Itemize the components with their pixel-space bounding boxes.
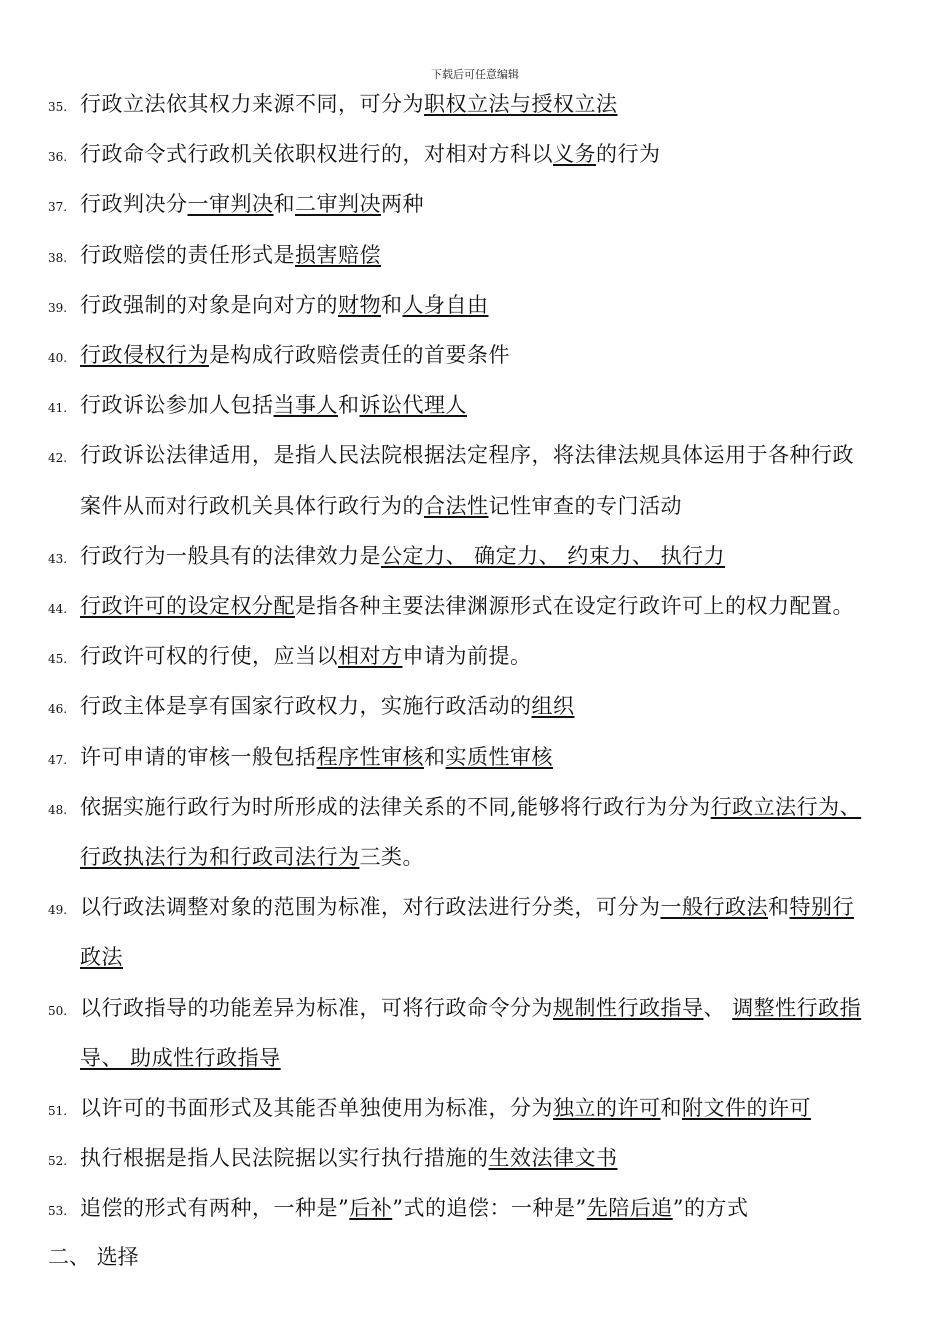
item-text: ”式的追偿：一种是” bbox=[392, 1196, 587, 1221]
item-text: 行政诉讼参加人包括 bbox=[80, 393, 274, 418]
answer-text: 导、 助成性行政指导 bbox=[80, 1045, 281, 1070]
answer-text: 行政执法行为和行政司法行为 bbox=[80, 845, 360, 869]
answer-text: 财物 bbox=[338, 292, 381, 317]
answer-text: 行政侵权行为 bbox=[80, 343, 209, 367]
answer-text: 合法性 bbox=[424, 493, 489, 518]
item-text: 和 bbox=[381, 292, 403, 317]
item-number: 41. bbox=[48, 401, 68, 416]
item-number: 46. bbox=[48, 702, 68, 717]
list-item bbox=[48, 341, 510, 372]
item-number: 42. bbox=[48, 451, 68, 466]
item-text: 行政主体是享有国家行政权力，实施行政活动的 bbox=[80, 694, 532, 719]
answer-text: 组织 bbox=[531, 694, 575, 719]
answer-text: 人身自由 bbox=[402, 292, 489, 317]
item-text: 行政判决分 bbox=[80, 192, 188, 217]
item-text: 案件从而对行政机关具体行政行为的 bbox=[80, 493, 424, 518]
list-item bbox=[48, 90, 618, 121]
list-item bbox=[48, 441, 854, 472]
item-text: 两种 bbox=[381, 192, 424, 217]
list-item-continuation bbox=[80, 843, 424, 871]
list-item-continuation bbox=[80, 1044, 281, 1072]
list-item bbox=[48, 893, 854, 924]
answer-text: 政法 bbox=[80, 945, 123, 970]
list-item-continuation bbox=[80, 492, 682, 520]
item-number: 37. bbox=[48, 200, 68, 215]
answer-text: 二审判决 bbox=[295, 192, 381, 217]
answer-text: 职权立法与授权立法 bbox=[424, 92, 618, 116]
list-item bbox=[48, 190, 424, 221]
item-number: 45. bbox=[48, 652, 68, 667]
item-number: 51. bbox=[48, 1104, 68, 1118]
list-item bbox=[48, 1144, 618, 1175]
item-text: 依据实施行政行为时所形成的法律关系的不同,能够将行政行为分为 bbox=[80, 794, 711, 819]
item-number: 49. bbox=[48, 903, 68, 918]
list-item bbox=[48, 692, 575, 723]
item-number: 53. bbox=[48, 1204, 68, 1219]
item-text: 许可申请的审核一般包括 bbox=[80, 744, 317, 769]
answer-text: 规制性行政指导 bbox=[553, 995, 704, 1020]
list-item bbox=[48, 291, 489, 322]
item-number: 40. bbox=[48, 351, 68, 365]
item-text: 的行为 bbox=[596, 142, 661, 167]
item-text: 以行政指导的功能差异为标准，可将行政命令分为 bbox=[80, 995, 553, 1020]
item-text: 和 bbox=[338, 393, 360, 418]
item-text: 行政行为一般具有的法律效力是 bbox=[80, 543, 381, 568]
list-item bbox=[48, 1194, 748, 1225]
item-text: 行政命令式行政机关依职权进行的，对相对方科以 bbox=[80, 142, 553, 167]
answer-text: 实质性审核 bbox=[445, 744, 553, 769]
item-number: 44. bbox=[48, 602, 68, 616]
item-number: 48. bbox=[48, 802, 68, 817]
item-text: 三类。 bbox=[359, 845, 424, 869]
item-text: 以行政法调整对象的范围为标准，对行政法进行分类，可分为 bbox=[80, 895, 661, 920]
item-number: 35. bbox=[48, 100, 68, 114]
answer-text: 相对方 bbox=[338, 644, 403, 669]
answer-text: 公定力、 确定力、 约束力、 执行力 bbox=[381, 543, 726, 568]
list-item bbox=[48, 592, 854, 623]
list-item bbox=[48, 994, 861, 1025]
answer-text: 一审判决 bbox=[187, 192, 274, 217]
answer-text: 附文件的许可 bbox=[682, 1096, 811, 1120]
item-text: 是指各种主要法律渊源形式在设定行政许可上的权力配置。 bbox=[295, 594, 854, 618]
item-text: 以许可的书面形式及其能否单独使用为标准，分为 bbox=[80, 1096, 553, 1120]
item-number: 47. bbox=[48, 752, 68, 767]
item-number: 39. bbox=[48, 300, 68, 315]
section-heading: 二、 选择 bbox=[48, 1245, 139, 1269]
list-item bbox=[48, 793, 861, 824]
item-text: 是构成行政赔偿责任的首要条件 bbox=[209, 343, 510, 367]
item-number: 52. bbox=[48, 1154, 68, 1169]
item-text: 追偿的形式有两种，一种是” bbox=[80, 1196, 350, 1221]
answer-text: 程序性审核 bbox=[316, 744, 424, 769]
item-text: ”的方式 bbox=[672, 1196, 749, 1221]
item-text: 和 bbox=[273, 192, 295, 217]
item-number: 38. bbox=[48, 250, 68, 265]
list-item bbox=[48, 140, 661, 171]
page-header: 下载后可任意编辑 bbox=[431, 68, 519, 81]
answer-text: 特别行 bbox=[789, 895, 854, 920]
answer-text: 当事人 bbox=[273, 393, 338, 418]
list-item-continuation bbox=[80, 943, 123, 971]
item-text: 行政许可权的行使，应当以 bbox=[80, 644, 338, 669]
item-text: 申请为前提。 bbox=[402, 644, 532, 669]
item-number: 36. bbox=[48, 150, 68, 165]
item-text: 和 bbox=[660, 1096, 682, 1120]
list-item bbox=[48, 743, 553, 774]
list-item bbox=[48, 241, 381, 272]
item-text: 行政诉讼法律适用，是指人民法院根据法定程序，将法律法规具体运用于各种行政 bbox=[80, 443, 854, 468]
answer-text: 义务 bbox=[553, 142, 596, 167]
item-text: 行政赔偿的责任形式是 bbox=[80, 242, 295, 267]
answer-text: 调整性行政指 bbox=[732, 995, 862, 1020]
answer-text: 行政立法行为、 bbox=[710, 794, 862, 819]
answer-text: 独立的许可 bbox=[553, 1096, 661, 1120]
answer-text: 损害赔偿 bbox=[295, 242, 381, 267]
item-text: 行政立法依其权力来源不同，可分为 bbox=[80, 92, 424, 116]
answer-text: 一般行政法 bbox=[660, 895, 768, 920]
item-text: 和 bbox=[768, 895, 790, 920]
answer-text: 先陪后追 bbox=[586, 1196, 673, 1221]
item-text: 行政强制的对象是向对方的 bbox=[80, 292, 338, 317]
item-text: 和 bbox=[424, 744, 446, 769]
item-text: 、 bbox=[703, 995, 733, 1020]
item-text: 执行根据是指人民法院据以实行执行措施的 bbox=[80, 1146, 489, 1171]
answer-text: 后补 bbox=[349, 1196, 393, 1221]
answer-text: 生效法律文书 bbox=[488, 1146, 618, 1171]
item-number: 50. bbox=[48, 1003, 68, 1018]
list-item bbox=[48, 391, 467, 422]
list-item bbox=[48, 542, 725, 573]
answer-text: 诉讼代理人 bbox=[359, 393, 467, 418]
list-item bbox=[48, 1094, 811, 1125]
item-text: 记性审查的专门活动 bbox=[488, 493, 682, 518]
item-number: 43. bbox=[48, 551, 68, 566]
answer-text: 行政许可的设定权分配 bbox=[80, 594, 295, 618]
list-item bbox=[48, 642, 532, 673]
